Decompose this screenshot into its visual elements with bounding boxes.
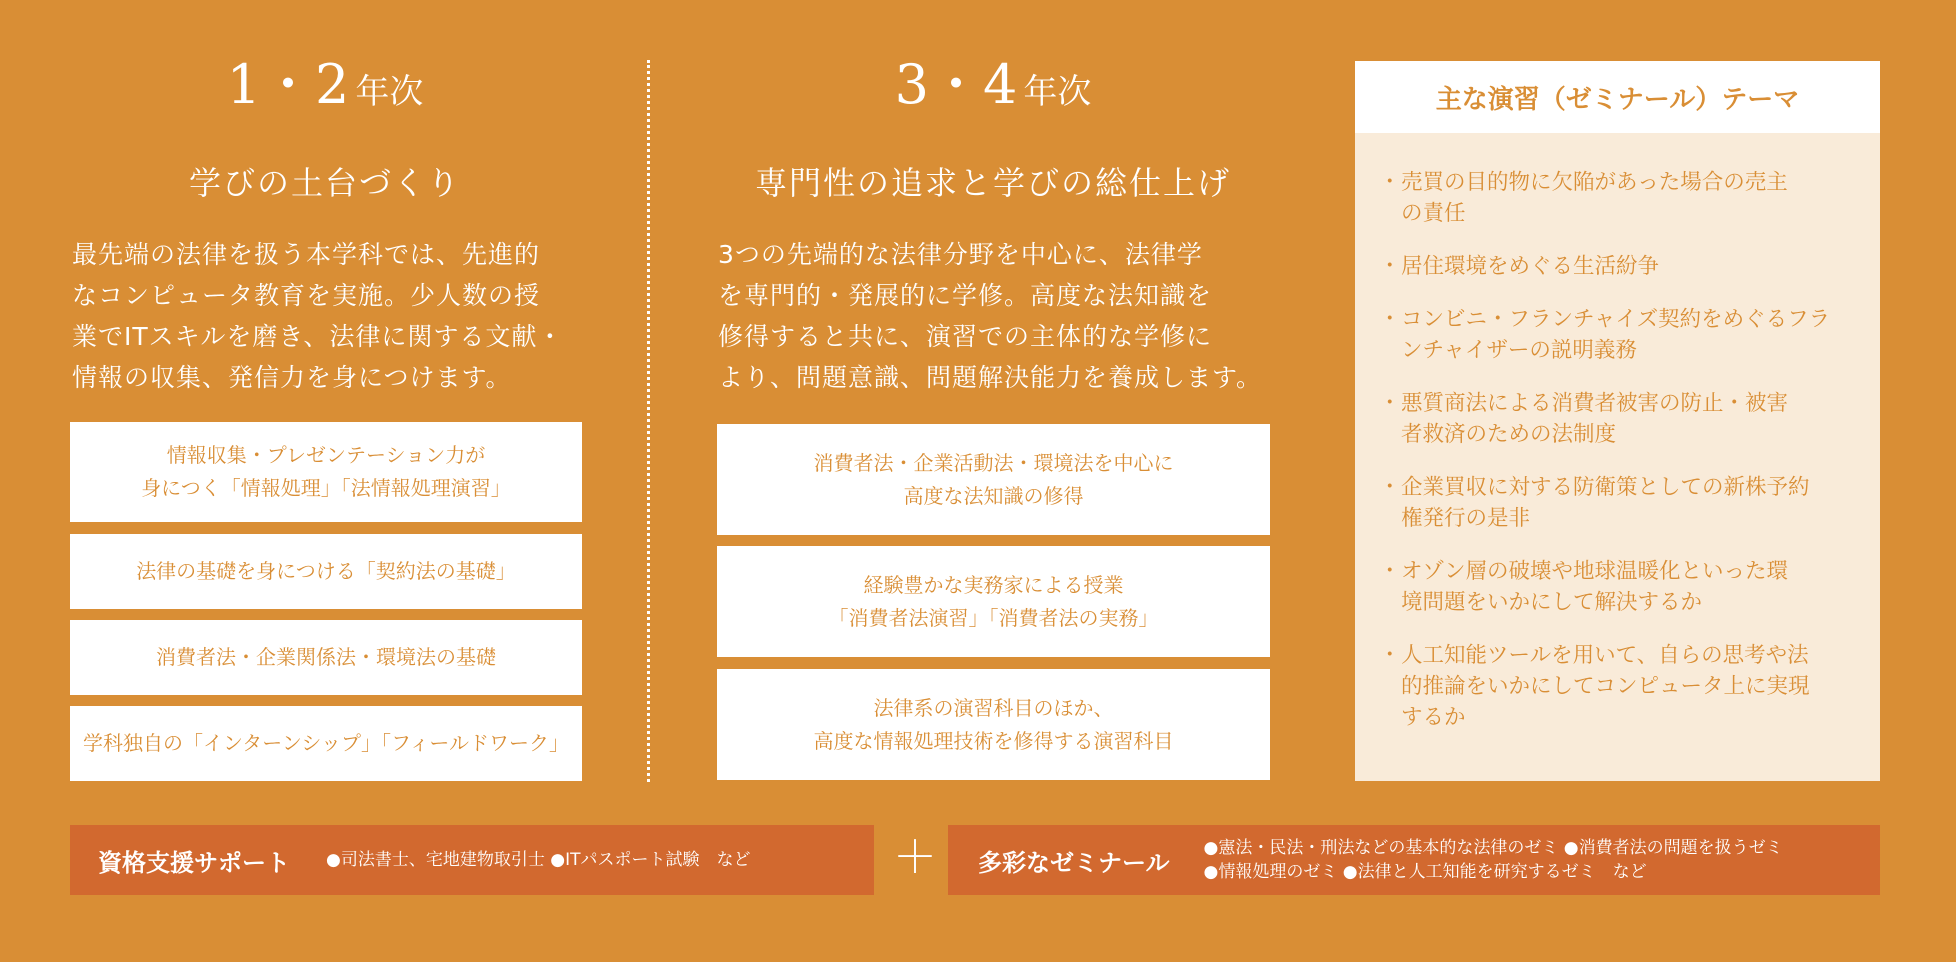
qualification-support-text: ●司法書士、宅地建物取引士 ●ITパスポート試験 など <box>326 850 751 870</box>
theme-line: ・ オゾン層の破壊や地球温暖化といった環 <box>1401 559 1789 584</box>
box-line: 経験豊かな実務家による授業 <box>863 572 1124 597</box>
col1-year-unit: 年次 <box>355 72 424 112</box>
theme-line: 境問題をいかにして解決するか <box>1401 590 1703 615</box>
col1-description-line: 業でITスキルを磨き、法律に関する文献・ <box>72 322 564 351</box>
col1-year-number: 1・2 <box>226 53 350 116</box>
theme-item <box>1389 251 1860 282</box>
col1-box-contract-law <box>70 534 582 609</box>
box-line: 高度な法知識の修得 <box>903 483 1084 508</box>
column-divider <box>647 60 650 782</box>
col2-description-line: を専門的・発展的に学修。高度な法知識を <box>718 281 1213 310</box>
col2-box-seminar-subjects <box>717 669 1270 780</box>
theme-line: 的推論をいかにしてコンピュータ上に実現 <box>1401 674 1810 699</box>
col1-description <box>72 234 592 398</box>
theme-line: ・ 人工知能ツールを用いて、自らの思考や法 <box>1401 643 1809 668</box>
col2-box-advanced-law <box>717 424 1270 535</box>
theme-line: ・ 居住環境をめぐる生活紛争 <box>1401 254 1660 279</box>
theme-item <box>1389 472 1860 534</box>
col1-description-line: なコンピュータ教育を実施。少人数の授 <box>72 281 541 310</box>
box-line: 高度な情報処理技術を修得する演習科目 <box>813 728 1174 753</box>
theme-item <box>1389 388 1860 450</box>
seminar-variety-bar <box>948 825 1880 895</box>
theme-item <box>1389 304 1860 366</box>
box-line: 消費者法・企業活動法・環境法を中心に <box>813 450 1174 475</box>
col2-year-title <box>717 53 1269 116</box>
theme-line: の責任 <box>1401 201 1466 226</box>
seminar-variety-text <box>1204 836 1783 884</box>
seminar-themes-list <box>1355 167 1880 733</box>
theme-line: ・ 悪質商法による消費者被害の防止・被害 <box>1401 391 1789 416</box>
theme-line: ・ 売買の目的物に欠陥があった場合の売主 <box>1401 170 1788 195</box>
theme-line: するか <box>1401 705 1466 730</box>
col1-box-consumer-law-basics <box>70 620 582 695</box>
col1-description-line: 情報の収集、発信力を身につけます。 <box>72 363 512 392</box>
seminar-themes-header: 主な演習（ゼミナール）テーマ <box>1355 61 1880 133</box>
col1-description-line: 最先端の法律を扱う本学科では、先進的 <box>72 240 541 269</box>
box-line: 法律の基礎を身につける「契約法の基礎」 <box>136 559 516 583</box>
col1-box-info-processing <box>70 422 582 522</box>
col2-description-line: 修得すると共に、演習での主体的な学修に <box>718 322 1213 351</box>
col1-box-internship <box>70 706 582 781</box>
theme-item <box>1389 640 1860 733</box>
seminar-themes-panel <box>1355 61 1880 781</box>
box-line: 「消費者法演習」「消費者法の実務」 <box>828 605 1159 630</box>
box-line: 身につく「情報処理」「法情報処理演習」 <box>141 476 511 500</box>
theme-line: ンチャイザーの説明義務 <box>1401 338 1637 363</box>
seminar-variety-line: ●憲法・民法・刑法などの基本的な法律のゼミ ●消費者法の問題を扱うゼミ <box>1203 838 1783 858</box>
seminar-variety-line: ●情報処理のゼミ ●法律と人工知能を研究するゼミ など <box>1203 862 1647 882</box>
theme-item <box>1389 167 1860 229</box>
qualification-support-title: 資格支援サポート <box>98 848 290 877</box>
box-line: 法律系の演習科目のほか、 <box>873 695 1114 720</box>
col2-year-unit: 年次 <box>1023 72 1092 112</box>
theme-line: 権発行の是非 <box>1401 506 1531 531</box>
col1-year-title <box>70 53 580 116</box>
col2-description <box>718 234 1278 398</box>
theme-line: ・ 企業買収に対する防衛策としての新株予約 <box>1401 475 1810 500</box>
plus-icon: ＋ <box>893 832 937 883</box>
col1-subtitle: 学びの土台づくり <box>188 164 461 202</box>
seminar-variety-title: 多彩なゼミナール <box>978 848 1170 877</box>
theme-item <box>1389 556 1860 618</box>
col2-box-practitioner-classes <box>717 546 1270 657</box>
col2-year-number: 3・4 <box>894 53 1018 116</box>
col2-subtitle: 専門性の追求と学びの総仕上げ <box>754 164 1231 202</box>
box-line: 情報収集・プレゼンテーション力が <box>166 443 486 467</box>
col2-description-line: 3つの先端的な法律分野を中心に、法律学 <box>718 240 1203 269</box>
box-line: 消費者法・企業関係法・環境法の基礎 <box>156 645 496 669</box>
theme-line: ・ コンビニ・フランチャイズ契約をめぐるフラ <box>1401 307 1831 332</box>
col2-description-line: より、問題意識、問題解決能力を養成します。 <box>718 363 1263 392</box>
box-line: 学科独自の「インターンシップ」「フィールドワーク」 <box>83 731 569 755</box>
qualification-support-bar <box>70 825 874 895</box>
theme-line: 者救済のための法制度 <box>1401 422 1617 447</box>
